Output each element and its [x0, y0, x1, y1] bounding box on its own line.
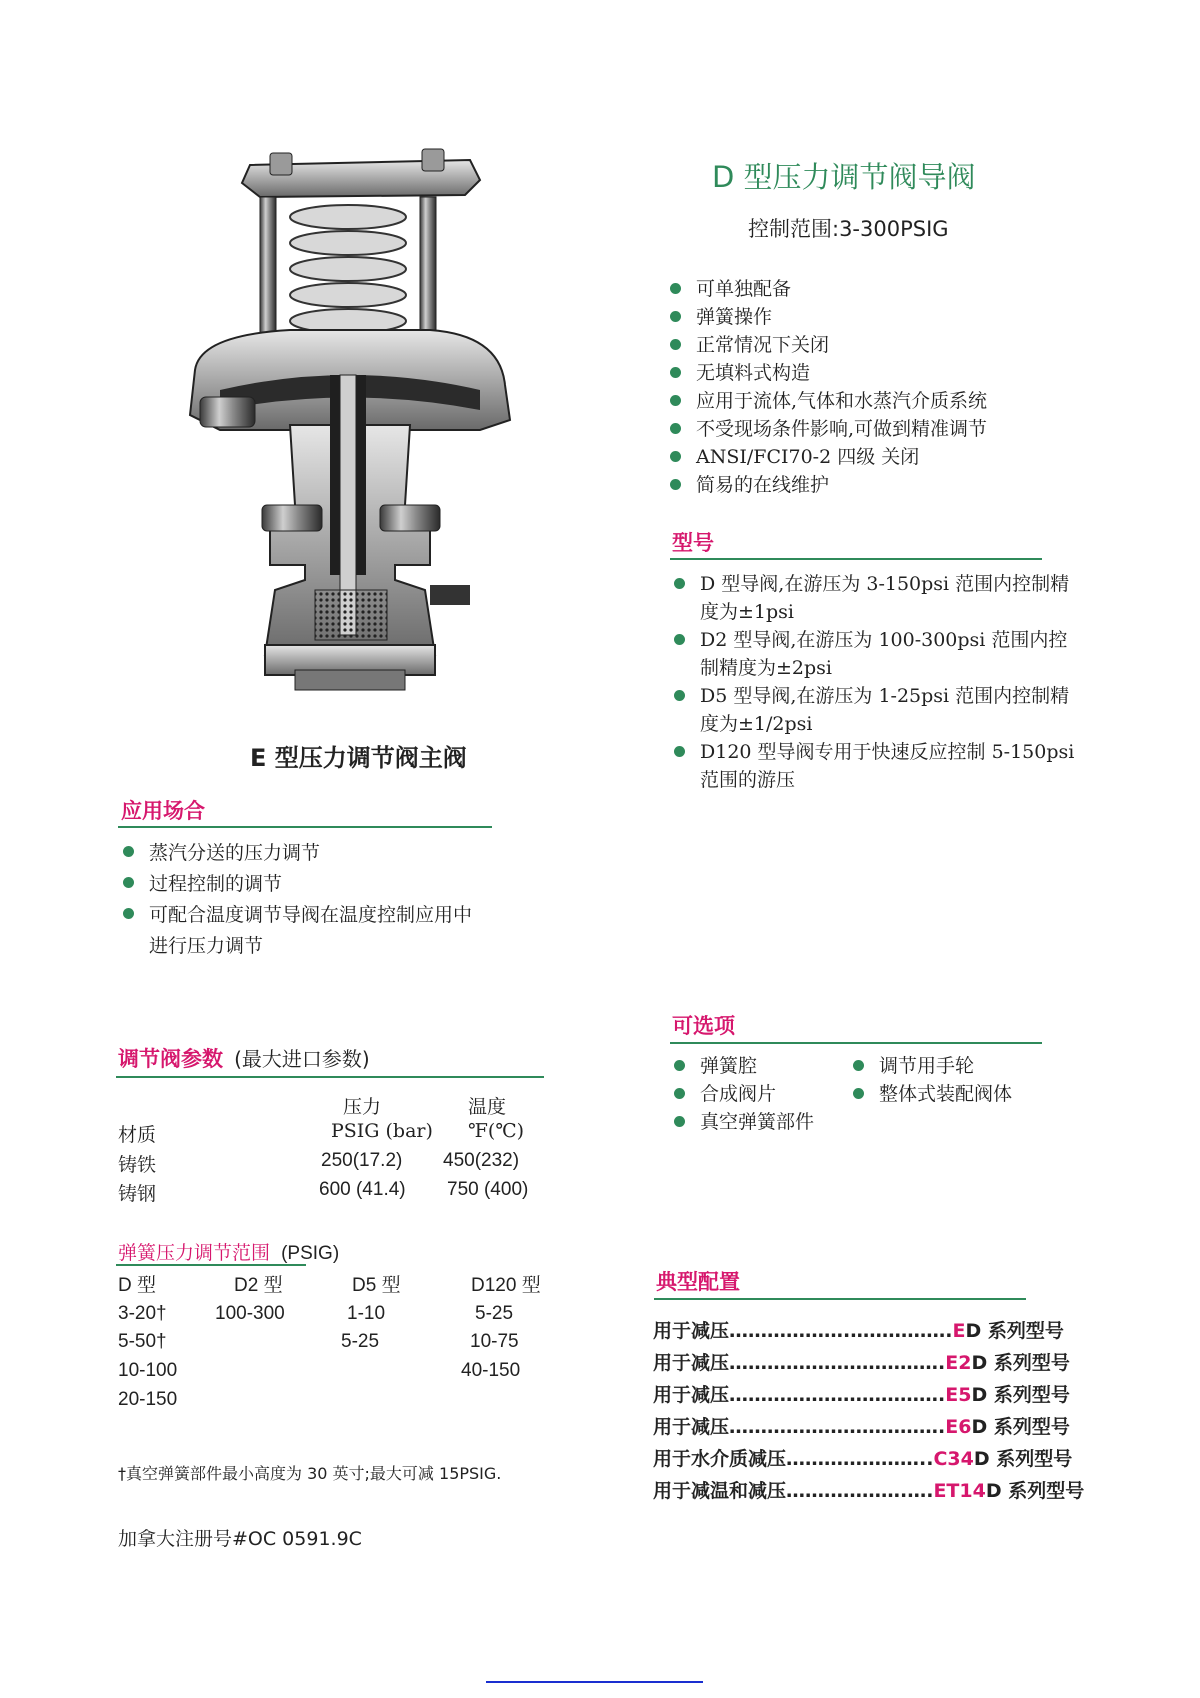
feature-item: 可单独配备	[668, 275, 1128, 303]
footnote: †真空弹簧部件最小高度为 30 英寸;最大可减 15PSIG.	[118, 1464, 502, 1483]
config-code-suffix: D	[971, 1384, 988, 1406]
config-code: E	[952, 1320, 966, 1342]
model-line: D120 型导阀专用于快速反应控制 5-150psi	[700, 741, 1075, 763]
models-list	[672, 570, 1112, 794]
config-code-suffix: D	[971, 1416, 988, 1438]
config-code-suffix: D	[971, 1352, 988, 1374]
model-line: D5 型导阀,在游压为 1-25psi 范围内控制精	[700, 685, 1070, 707]
spring-cell: 10-100	[118, 1360, 178, 1381]
config-dots: ……………….….	[786, 1480, 934, 1502]
applications-list	[121, 838, 561, 962]
config-row	[653, 1476, 1084, 1503]
params-heading-wrap	[118, 1043, 370, 1073]
params-row-temp: 750 (400)	[447, 1179, 529, 1200]
application-line: 可配合温度调节导阀在温度控制应用中	[149, 904, 473, 926]
spring-col-header: D120 型	[471, 1275, 541, 1296]
params-col-material: 材质	[118, 1124, 157, 1146]
spring-cell: 100-300	[215, 1303, 285, 1324]
params-col-pressure: 压力	[343, 1096, 382, 1118]
config-code: E2	[945, 1352, 972, 1374]
config-label: 用于减压	[653, 1384, 730, 1406]
options-rule	[670, 1042, 1042, 1044]
model-line: 制精度为±2psi	[700, 657, 832, 679]
config-row	[653, 1348, 1070, 1375]
spring-cell: 40-150	[461, 1360, 521, 1381]
spring-heading-wrap	[118, 1238, 339, 1265]
config-suffix: 系列型号	[987, 1416, 1070, 1438]
applications-rule	[118, 826, 492, 828]
footer-rule	[486, 1681, 703, 1683]
spring-cell: 3-20†	[118, 1303, 167, 1324]
configs-heading: 典型配置	[656, 1270, 740, 1294]
params-rule	[116, 1076, 544, 1078]
feature-item: 不受现场条件影响,可做到精准调节	[668, 415, 1128, 443]
model-line: D 型导阀,在游压为 3-150psi 范围内控制精	[700, 573, 1070, 595]
options-heading: 可选项	[672, 1014, 735, 1038]
config-dots: …………………………….	[729, 1384, 946, 1406]
config-code-suffix: D	[965, 1320, 982, 1342]
pilot-feature-list	[668, 275, 1128, 499]
spring-cell: 10-75	[470, 1331, 519, 1352]
config-code-suffix: D	[973, 1448, 990, 1470]
model-line: 度为±1psi	[700, 601, 794, 623]
application-item: 过程控制的调节	[121, 869, 561, 900]
config-suffix: 系列型号	[981, 1320, 1064, 1342]
spring-cell: 20-150	[118, 1389, 178, 1410]
application-item	[121, 900, 561, 962]
config-code: E6	[945, 1416, 972, 1438]
config-label: 用于水介质减压	[653, 1448, 787, 1470]
params-unit-pressure: PSIG (bar)	[331, 1120, 433, 1142]
params-row-material: 铸铁	[118, 1154, 157, 1176]
model-line: 范围的游压	[700, 769, 796, 791]
config-suffix: 系列型号	[989, 1448, 1073, 1470]
model-item	[672, 738, 1112, 794]
option-item: 整体式装配阀体	[851, 1080, 1091, 1108]
config-suffix: 系列型号	[1001, 1480, 1085, 1502]
config-dots: …………………………….	[729, 1352, 946, 1374]
options-left-list	[672, 1052, 852, 1136]
feature-item: 正常情况下关闭	[668, 331, 1128, 359]
config-code: E5	[945, 1384, 972, 1406]
config-dots: …………………..	[786, 1448, 934, 1470]
pilot-title: D 型压力调节阀导阀	[712, 160, 976, 194]
model-item	[672, 570, 1112, 626]
feature-item: 无填料式构造	[668, 359, 1128, 387]
spring-cell: 1-10	[347, 1303, 386, 1324]
config-suffix: 系列型号	[987, 1384, 1070, 1406]
model-line: D2 型导阀,在游压为 100-300psi 范围内控	[700, 629, 1068, 651]
option-item: 弹簧腔	[672, 1052, 852, 1080]
params-row-temp: 450(232)	[443, 1150, 520, 1171]
model-item	[672, 626, 1112, 682]
config-label: 用于减温和减压	[653, 1480, 787, 1502]
spring-cell: 5-50†	[118, 1331, 167, 1352]
valve-image	[180, 135, 540, 720]
feature-item: 应用于流体,气体和水蒸汽介质系统	[668, 387, 1128, 415]
config-suffix: 系列型号	[987, 1352, 1070, 1374]
option-item: 调节用手轮	[851, 1052, 1091, 1080]
config-row	[653, 1380, 1070, 1407]
config-label: 用于减压	[653, 1352, 730, 1374]
spring-rule	[116, 1264, 306, 1266]
application-item: 蒸汽分送的压力调节	[121, 838, 561, 869]
feature-item: 弹簧操作	[668, 303, 1128, 331]
config-code-suffix: D	[985, 1480, 1002, 1502]
spring-cell: 5-25	[475, 1303, 514, 1324]
model-line: 度为±1/2psi	[700, 713, 813, 735]
pilot-subtitle: 控制范围:3-300PSIG	[748, 217, 949, 241]
applications-heading: 应用场合	[121, 799, 205, 823]
options-right-list	[851, 1052, 1091, 1108]
option-item: 真空弹簧部件	[672, 1108, 852, 1136]
params-row-material: 铸钢	[118, 1183, 157, 1205]
spring-heading-note: (PSIG)	[281, 1243, 340, 1264]
params-heading-note: (最大进口参数)	[234, 1047, 370, 1071]
spring-heading: 弹簧压力调节范围	[118, 1242, 271, 1264]
spring-cell: 5-25	[341, 1331, 380, 1352]
option-item: 合成阀片	[672, 1080, 852, 1108]
spring-col-header: D2 型	[234, 1275, 283, 1296]
config-row	[653, 1444, 1072, 1471]
models-heading: 型号	[672, 531, 714, 555]
spring-col-header: D 型	[118, 1275, 157, 1296]
params-col-temp: 温度	[468, 1096, 507, 1118]
registration-number: 加拿大注册号#OC 0591.9C	[118, 1528, 362, 1550]
config-label: 用于减压	[653, 1320, 730, 1342]
application-line: 进行压力调节	[149, 935, 264, 957]
params-heading: 调节阀参数	[118, 1047, 223, 1071]
config-label: 用于减压	[653, 1416, 730, 1438]
config-code: ET14	[933, 1480, 986, 1502]
feature-item: ANSI/FCI70-2 四级 关闭	[668, 443, 1128, 471]
params-row-pressure: 250(17.2)	[321, 1150, 403, 1171]
feature-item: 简易的在线维护	[668, 471, 1128, 499]
config-row	[653, 1316, 1064, 1343]
spring-col-header: D5 型	[352, 1275, 401, 1296]
models-rule	[670, 558, 1042, 560]
params-row-pressure: 600 (41.4)	[319, 1179, 406, 1200]
model-item	[672, 682, 1112, 738]
image-caption: E 型压力调节阀主阀	[250, 744, 467, 772]
config-dots: …………………………….	[729, 1416, 946, 1438]
config-dots: ……………….…………….	[729, 1320, 953, 1342]
params-unit-temp: ℉(℃)	[468, 1120, 524, 1142]
config-code: C34	[933, 1448, 974, 1470]
configs-rule	[654, 1298, 1026, 1300]
config-row	[653, 1412, 1070, 1439]
